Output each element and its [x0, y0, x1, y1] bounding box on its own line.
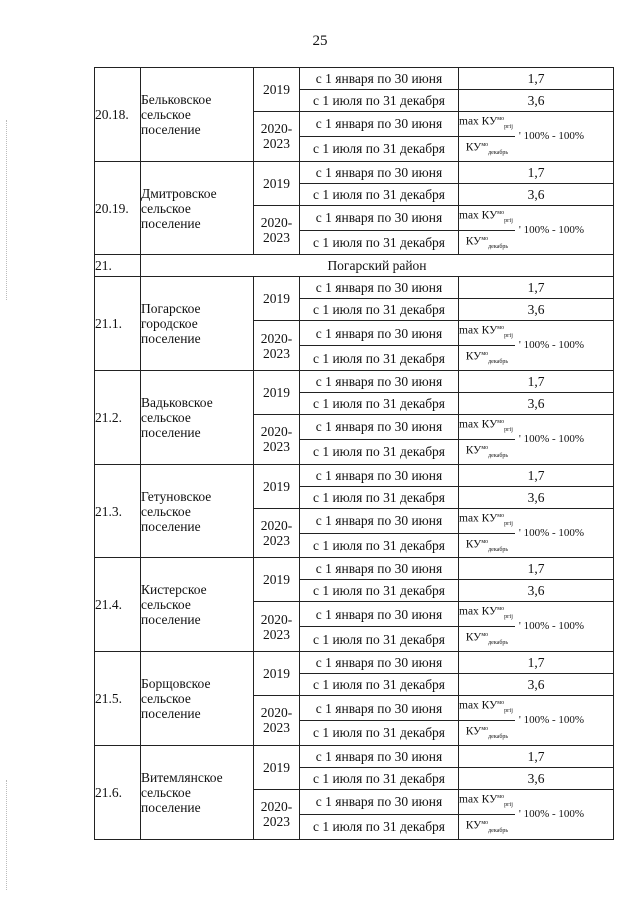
formula-numerator-sup: мо [497, 793, 505, 800]
period-cell: с 1 января по 30 июня [300, 602, 459, 627]
formula-cell [459, 789, 614, 839]
formula-denominator-text: КУ [465, 235, 482, 248]
year-cell: 2019 [254, 161, 300, 205]
period-cell: с 1 июля по 31 декабря [300, 767, 459, 789]
entry-number: 20.18. [95, 68, 141, 162]
formula-denominator-sub: декабрь [488, 359, 509, 366]
left-margin-dots [6, 120, 9, 300]
formula-cell [459, 602, 614, 652]
formula-cell [459, 696, 614, 746]
period-cell: с 1 января по 30 июня [300, 112, 459, 137]
table-row [95, 371, 614, 393]
formula-denominator-text: КУ [465, 538, 482, 551]
period-cell: с 1 января по 30 июня [300, 205, 459, 230]
formula-cell [459, 415, 614, 465]
formula-numerator-sub: ргij [504, 426, 513, 433]
period-cell: с 1 января по 30 июня [300, 789, 459, 814]
formula-fraction [459, 112, 515, 161]
formula-denominator-sub: декабрь [488, 546, 509, 553]
year-cell: 2020-2023 [254, 508, 300, 558]
formula-denominator [466, 346, 508, 370]
year-cell: 2020-2023 [254, 321, 300, 371]
normative-formula [459, 602, 613, 651]
formula-cell [459, 205, 614, 255]
year-cell: 2020-2023 [254, 415, 300, 465]
formula-cell [459, 321, 614, 371]
table-row [95, 652, 614, 674]
period-cell: с 1 января по 30 июня [300, 558, 459, 580]
table-row [95, 745, 614, 767]
formula-numerator-text: max КУ [459, 606, 498, 619]
value-cell: 1,7 [459, 464, 614, 486]
formula-numerator-text: max КУ [459, 699, 498, 712]
formula-numerator-sup: мо [497, 325, 505, 332]
district-row [95, 255, 614, 277]
entry-number: 21. [95, 255, 141, 277]
formula-numerator-text: max КУ [459, 793, 498, 806]
formula-fraction [459, 509, 515, 558]
value-cell: 3,6 [459, 674, 614, 696]
settlement-name: Вадьковское сельское поселение [141, 371, 254, 465]
period-cell: с 1 июля по 31 декабря [300, 136, 459, 161]
formula-cell [459, 112, 614, 162]
formula-denominator [466, 137, 508, 161]
period-cell: с 1 января по 30 июня [300, 68, 459, 90]
normative-formula [459, 790, 613, 839]
formula-numerator [459, 509, 515, 534]
formula-numerator-text: max КУ [459, 418, 498, 431]
formula-denominator [466, 231, 508, 255]
formula-tail: ' 100% - 100% [518, 620, 585, 633]
year-cell: 2019 [254, 277, 300, 321]
value-cell: 3,6 [459, 299, 614, 321]
formula-numerator [459, 321, 515, 346]
formula-numerator-text: max КУ [459, 512, 498, 525]
formula-numerator-sub: ргij [504, 801, 513, 808]
formula-numerator [459, 415, 515, 440]
formula-tail: ' 100% - 100% [518, 432, 585, 445]
formula-numerator-sup: мо [497, 700, 505, 707]
formula-numerator-text: max КУ [459, 325, 498, 338]
formula-numerator [459, 790, 515, 815]
table-row [95, 558, 614, 580]
period-cell: с 1 января по 30 июня [300, 464, 459, 486]
period-cell: с 1 июля по 31 декабря [300, 814, 459, 839]
formula-denominator-text: КУ [465, 350, 482, 363]
formula-denominator-sub: декабрь [488, 640, 509, 647]
value-cell: 3,6 [459, 183, 614, 205]
formula-tail: ' 100% - 100% [518, 223, 585, 236]
formula-tail: ' 100% - 100% [518, 129, 585, 142]
formula-numerator-sup: мо [497, 419, 505, 426]
entry-number: 21.6. [95, 745, 141, 839]
formula-tail: ' 100% - 100% [518, 713, 585, 726]
formula-denominator-text: КУ [465, 444, 482, 457]
formula-cell [459, 508, 614, 558]
formula-denominator [466, 721, 508, 745]
period-cell: с 1 июля по 31 декабря [300, 674, 459, 696]
formula-denominator-text: КУ [465, 631, 482, 644]
entry-number: 21.1. [95, 277, 141, 371]
formula-numerator-sub: ргij [504, 520, 513, 527]
period-cell: с 1 июля по 31 декабря [300, 299, 459, 321]
normative-formula [459, 509, 613, 558]
formula-denominator-sup: мо [481, 351, 489, 358]
formula-numerator [459, 696, 515, 721]
normative-formula [459, 415, 613, 464]
period-cell: с 1 января по 30 июня [300, 696, 459, 721]
formula-denominator-sup: мо [481, 538, 489, 545]
year-cell: 2019 [254, 371, 300, 415]
period-cell: с 1 июля по 31 декабря [300, 346, 459, 371]
period-cell: с 1 июля по 31 декабря [300, 183, 459, 205]
formula-tail: ' 100% - 100% [518, 807, 585, 820]
formula-denominator-sup: мо [481, 444, 489, 451]
formula-denominator-text: КУ [465, 725, 482, 738]
entry-number: 20.19. [95, 161, 141, 255]
period-cell: с 1 июля по 31 декабря [300, 439, 459, 464]
formula-numerator-sup: мо [497, 209, 505, 216]
formula-denominator-sup: мо [481, 725, 489, 732]
formula-denominator [466, 627, 508, 651]
settlement-name: Дмитровское сельское поселение [141, 161, 254, 255]
settlement-name: Погарское городское поселение [141, 277, 254, 371]
formula-numerator [459, 206, 515, 231]
formula-numerator-sub: ргij [504, 217, 513, 224]
year-cell: 2020-2023 [254, 112, 300, 162]
table-row [95, 464, 614, 486]
normative-formula [459, 112, 613, 161]
entry-number: 21.5. [95, 652, 141, 746]
formula-numerator [459, 602, 515, 627]
period-cell: с 1 января по 30 июня [300, 161, 459, 183]
formula-denominator-sub: декабрь [488, 149, 509, 156]
year-cell: 2019 [254, 464, 300, 508]
year-cell: 2020-2023 [254, 789, 300, 839]
value-cell: 3,6 [459, 580, 614, 602]
formula-numerator-sub: ргij [504, 333, 513, 340]
formula-denominator-text: КУ [465, 141, 482, 154]
formula-denominator-sup: мо [481, 141, 489, 148]
period-cell: с 1 июля по 31 декабря [300, 533, 459, 558]
period-cell: с 1 июля по 31 декабря [300, 720, 459, 745]
value-cell: 1,7 [459, 558, 614, 580]
period-cell: с 1 января по 30 июня [300, 371, 459, 393]
formula-numerator-sup: мо [497, 512, 505, 519]
settlement-name: Борщовское сельское поселение [141, 652, 254, 746]
formula-fraction [459, 206, 515, 255]
year-cell: 2020-2023 [254, 602, 300, 652]
formula-denominator-sup: мо [481, 235, 489, 242]
formula-numerator-sub: ргij [504, 123, 513, 130]
period-cell: с 1 июля по 31 декабря [300, 393, 459, 415]
formula-denominator-sub: декабрь [488, 733, 509, 740]
year-cell: 2020-2023 [254, 696, 300, 746]
normative-formula [459, 321, 613, 370]
normative-formula [459, 206, 613, 255]
value-cell: 1,7 [459, 68, 614, 90]
period-cell: с 1 января по 30 июня [300, 321, 459, 346]
formula-numerator-text: max КУ [459, 209, 498, 222]
period-cell: с 1 января по 30 июня [300, 508, 459, 533]
tariff-table [94, 67, 614, 840]
settlement-name: Кистерское сельское поселение [141, 558, 254, 652]
formula-denominator-sup: мо [481, 819, 489, 826]
page-number: 25 [312, 33, 328, 49]
formula-numerator-text: max КУ [459, 115, 498, 128]
formula-denominator-sup: мо [481, 632, 489, 639]
value-cell: 3,6 [459, 486, 614, 508]
value-cell: 1,7 [459, 652, 614, 674]
formula-numerator-sup: мо [497, 116, 505, 122]
normative-formula [459, 696, 613, 745]
period-cell: с 1 июля по 31 декабря [300, 627, 459, 652]
year-cell: 2019 [254, 652, 300, 696]
period-cell: с 1 января по 30 июня [300, 652, 459, 674]
formula-fraction [459, 321, 515, 370]
value-cell: 1,7 [459, 161, 614, 183]
value-cell: 3,6 [459, 393, 614, 415]
formula-fraction [459, 790, 515, 839]
formula-numerator-sup: мо [497, 606, 505, 613]
value-cell: 3,6 [459, 90, 614, 112]
formula-denominator-text: КУ [465, 819, 482, 832]
formula-denominator [466, 534, 508, 558]
table-row [95, 277, 614, 299]
formula-tail: ' 100% - 100% [518, 339, 585, 352]
year-cell: 2020-2023 [254, 205, 300, 255]
formula-denominator-sub: декабрь [488, 827, 509, 834]
value-cell: 1,7 [459, 371, 614, 393]
table-row [95, 68, 614, 90]
formula-numerator [459, 112, 515, 137]
value-cell: 3,6 [459, 767, 614, 789]
settlement-name: Витемлянское сельское поселение [141, 745, 254, 839]
year-cell: 2019 [254, 745, 300, 789]
settlement-name: Бельковское сельское поселение [141, 68, 254, 162]
entry-number: 21.4. [95, 558, 141, 652]
formula-denominator-sub: декабрь [488, 243, 509, 250]
period-cell: с 1 января по 30 июня [300, 415, 459, 440]
year-cell: 2019 [254, 68, 300, 112]
table-row [95, 161, 614, 183]
entry-number: 21.2. [95, 371, 141, 465]
district-name: Погарский район [141, 255, 614, 277]
period-cell: с 1 июля по 31 декабря [300, 580, 459, 602]
formula-fraction [459, 415, 515, 464]
formula-numerator-sub: ргij [504, 614, 513, 621]
formula-denominator [466, 440, 508, 464]
period-cell: с 1 июля по 31 декабря [300, 230, 459, 255]
formula-fraction [459, 602, 515, 651]
period-cell: с 1 января по 30 июня [300, 745, 459, 767]
year-cell: 2019 [254, 558, 300, 602]
period-cell: с 1 июля по 31 декабря [300, 90, 459, 112]
value-cell: 1,7 [459, 277, 614, 299]
period-cell: с 1 июля по 31 декабря [300, 486, 459, 508]
settlement-name: Гетуновское сельское поселение [141, 464, 254, 558]
left-margin-dots [6, 780, 9, 890]
formula-denominator-sub: декабрь [488, 452, 509, 459]
tariff-table-body [95, 68, 614, 840]
formula-denominator [466, 815, 508, 839]
formula-fraction [459, 696, 515, 745]
formula-numerator-sub: ргij [504, 707, 513, 714]
formula-tail: ' 100% - 100% [518, 526, 585, 539]
entry-number: 21.3. [95, 464, 141, 558]
value-cell: 1,7 [459, 745, 614, 767]
period-cell: с 1 января по 30 июня [300, 277, 459, 299]
